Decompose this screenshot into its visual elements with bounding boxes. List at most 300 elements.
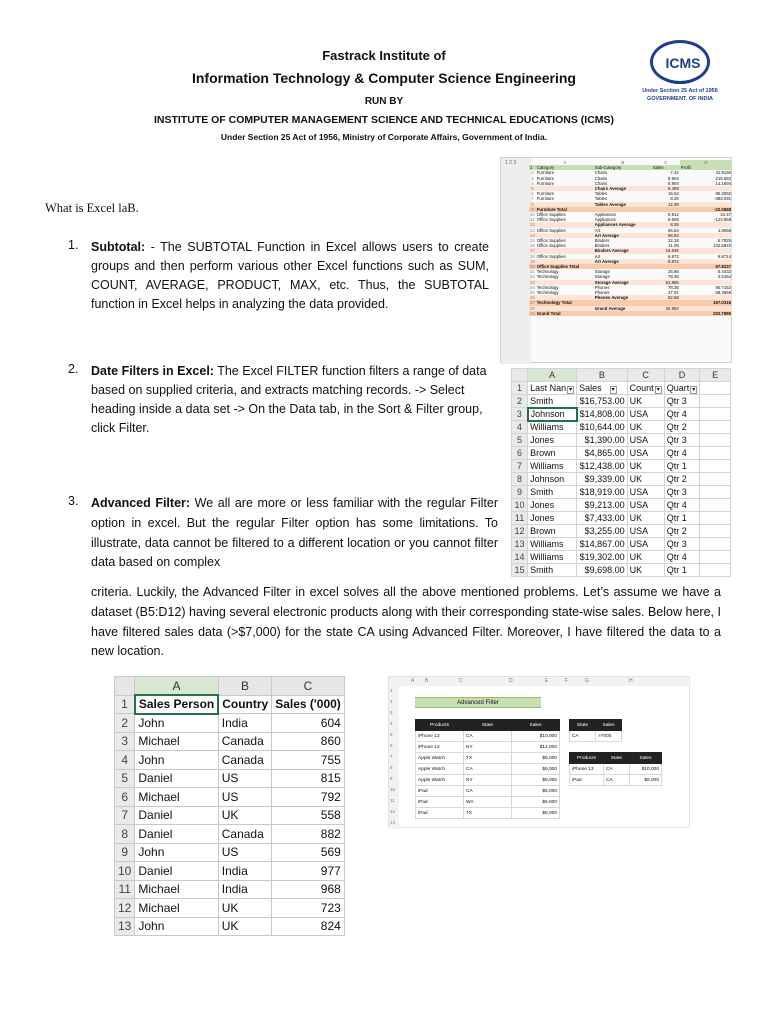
row-number: 18 (530, 253, 535, 259)
table-cell[interactable]: UK (218, 899, 272, 918)
table-cell[interactable]: $10,644.00 (577, 421, 628, 434)
table-cell[interactable]: TX (464, 753, 512, 764)
table-cell: Chairs (594, 170, 608, 176)
filter-header-country[interactable]: Count ▾ (627, 382, 664, 395)
table-cell[interactable]: UK (627, 564, 664, 577)
table-cell[interactable]: USA (627, 499, 664, 512)
table-row (512, 538, 731, 551)
table-cell: -123.858 (714, 217, 731, 223)
row-number: 13 (390, 820, 396, 825)
table-cell: 6.8714 (717, 253, 731, 259)
row-number: 5 (390, 732, 393, 737)
column-letter: D (509, 678, 513, 684)
table-cell[interactable]: NY (464, 742, 512, 753)
item-1-number: 1. (68, 238, 79, 252)
table-cell: 7.42 (670, 170, 679, 176)
table-row (512, 499, 731, 512)
table-cell[interactable]: Daniel (135, 825, 218, 844)
criteria-cell[interactable]: CA (570, 731, 596, 742)
table-cell (652, 311, 680, 316)
icms-logo (640, 40, 720, 114)
table-cell[interactable]: Michael (135, 788, 218, 807)
row-number: 29 (530, 310, 535, 316)
table-cell[interactable]: iPad (416, 786, 464, 797)
row-number: 3 (115, 732, 135, 751)
column-letters-row (512, 369, 731, 382)
table-cell: 51.855 (665, 279, 679, 285)
table-row (115, 880, 345, 899)
department-title: Information Technology & Computer Science Engineering (191, 70, 576, 86)
row-number: 17 (530, 248, 535, 254)
table-cell: Furniture Total (536, 206, 567, 212)
table-cell[interactable]: USA (627, 434, 664, 447)
filter-dropdown-icon[interactable]: ▾ (611, 387, 615, 393)
table-cell[interactable]: Brown (528, 525, 577, 538)
table-cell[interactable]: Jones (528, 499, 577, 512)
table-cell[interactable]: Qtr 2 (664, 473, 700, 486)
table-cell[interactable]: $1,390.00 (577, 434, 628, 447)
table-cell[interactable]: $19,302.00 (577, 551, 628, 564)
table-cell: 8.872 (668, 253, 679, 259)
table-cell[interactable]: Qtr 2 (664, 421, 700, 434)
table-cell[interactable]: UK (627, 460, 664, 473)
table-cell[interactable]: 792 (272, 788, 345, 807)
table-cell[interactable]: $4,865.00 (577, 447, 628, 460)
row-number: 2 (390, 699, 393, 704)
criteria-table (569, 719, 622, 742)
empty-cell[interactable] (700, 499, 731, 512)
table-cell[interactable]: Qtr 4 (664, 499, 700, 512)
table-row (115, 769, 345, 788)
row-number: 8 (512, 473, 528, 486)
result-row (570, 764, 662, 775)
advanced-filter-title: Advanced Filter (415, 697, 541, 708)
table-cell[interactable]: John (135, 843, 218, 862)
table-row (416, 808, 560, 819)
table-cell: 16.635 (665, 248, 679, 254)
table-cell[interactable]: USA (627, 486, 664, 499)
table-cell[interactable]: Canada (218, 732, 272, 751)
table-cell[interactable]: 968 (272, 880, 345, 899)
item-1-title: Subtotal: (91, 240, 146, 254)
header-cell: State (604, 753, 630, 764)
empty-cell[interactable] (700, 486, 731, 499)
table-cell[interactable]: 882 (272, 825, 345, 844)
empty-cell[interactable] (700, 564, 731, 577)
table-cell[interactable]: Jones (528, 434, 577, 447)
table-cell[interactable]: India (218, 714, 272, 733)
table-cell[interactable]: Apple Watch (416, 753, 464, 764)
table-cell[interactable]: Qtr 1 (664, 460, 700, 473)
row-number: 14 (512, 551, 528, 564)
table-cell[interactable]: Williams (528, 538, 577, 551)
table-cell[interactable]: $14,808.00 (577, 408, 628, 421)
table-cell[interactable]: $9,339.00 (577, 473, 628, 486)
result-table (569, 752, 662, 786)
table-cell[interactable]: John (135, 751, 218, 770)
row-number: 6 (390, 743, 393, 748)
column-letter: E (545, 678, 549, 684)
table-cell: 22.18 (668, 238, 679, 244)
item-2-paragraph (91, 362, 498, 438)
table-cell[interactable]: Michael (135, 732, 218, 751)
table-cell[interactable]: Apple Watch (416, 764, 464, 775)
table-row (115, 788, 345, 807)
table-cell[interactable]: iPhone 13 (416, 742, 464, 753)
table-cell[interactable]: 558 (272, 806, 345, 825)
row-number: 9 (390, 776, 393, 781)
row-number: 6 (531, 191, 534, 197)
empty-cell[interactable] (700, 421, 731, 434)
table-cell: Furniture (536, 191, 554, 197)
table-cell[interactable]: Canada (218, 825, 272, 844)
header-cell: Sales (652, 165, 664, 171)
table-cell[interactable]: 860 (272, 732, 345, 751)
table-cell[interactable]: USA (627, 408, 664, 421)
empty-cell[interactable] (700, 408, 731, 421)
column-letters-row (115, 677, 345, 696)
table-cell[interactable]: CA (464, 731, 512, 742)
table-cell[interactable]: $14,867.00 (577, 538, 628, 551)
table-cell: 62.68 (668, 295, 679, 301)
table-cell: Phones (594, 284, 610, 290)
table-cell[interactable]: $12,000 (512, 742, 560, 753)
filter-header-quarter[interactable]: Quart ▾ (664, 382, 700, 395)
filter-dropdown-icon[interactable]: ▾ (656, 387, 660, 393)
table-cell[interactable]: CA (464, 786, 512, 797)
table-cell[interactable]: CA (464, 764, 512, 775)
table-cell[interactable]: Qtr 1 (664, 512, 700, 525)
sales-sheet (114, 676, 341, 942)
table-row (416, 753, 560, 764)
row-number: 10 (512, 499, 528, 512)
table-cell: Appliances (594, 212, 616, 218)
header-cell: Profit (680, 165, 691, 171)
row-number: 27 (530, 300, 535, 306)
table-cell[interactable]: NY (464, 775, 512, 786)
table-cell[interactable]: US (218, 843, 272, 862)
table-cell[interactable]: Williams (528, 421, 577, 434)
subtotal-body (529, 170, 732, 316)
table-cell[interactable]: Michael (135, 899, 218, 918)
table-row (512, 512, 731, 525)
header-cell: Sales (596, 720, 622, 731)
table-cell: Technology (536, 290, 559, 296)
table-row (115, 732, 345, 751)
table-cell[interactable]: 815 (272, 769, 345, 788)
table-cell: Technology (536, 269, 559, 275)
row-number: 5 (512, 434, 528, 447)
table-cell: 90.7152 (715, 284, 731, 290)
row-number: 11 (390, 798, 395, 803)
row-number: 5 (115, 769, 135, 788)
table-cell[interactable]: Jones (528, 512, 577, 525)
row-number: 12 (115, 899, 135, 918)
table-cell[interactable]: CA (604, 775, 630, 786)
result-body (570, 764, 662, 786)
empty-cell[interactable] (700, 525, 731, 538)
table-cell[interactable]: Smith (528, 486, 577, 499)
header-cell: Products (416, 720, 464, 731)
table-cell: Art Average (594, 232, 619, 238)
table-cell[interactable]: US (218, 788, 272, 807)
table-cell[interactable]: TX (464, 808, 512, 819)
table-cell: Storage Average (594, 279, 629, 285)
table-cell: 219.582 (715, 175, 731, 181)
adv-column-header-bar (389, 677, 691, 686)
empty-cell[interactable] (700, 434, 731, 447)
column-letter: D (680, 160, 732, 165)
row-number: 20 (530, 264, 535, 270)
filter-dropdown-icon[interactable]: ▾ (569, 387, 573, 393)
table-cell[interactable]: Qtr 3 (664, 486, 700, 499)
table-cell: Phones Average (594, 295, 629, 301)
table-cell: Binders (594, 243, 610, 249)
column-letter: A (135, 677, 218, 696)
row-number: 4 (390, 721, 393, 726)
table-row (416, 742, 560, 753)
row-number: 12 (530, 222, 535, 228)
empty-cell[interactable] (700, 538, 731, 551)
table-cell: Office Supplies (536, 212, 566, 218)
table-cell[interactable]: Daniel (135, 806, 218, 825)
table-cell[interactable]: USA (627, 447, 664, 460)
table-cell[interactable]: Qtr 4 (664, 551, 700, 564)
table-cell[interactable]: UK (627, 473, 664, 486)
table-cell[interactable]: $9,698.00 (577, 564, 628, 577)
table-cell[interactable]: Qtr 3 (664, 538, 700, 551)
empty-cell[interactable] (700, 473, 731, 486)
table-cell: 2.5164 (717, 274, 731, 280)
row-number: 13 (530, 227, 535, 233)
table-cell[interactable]: Smith (528, 395, 577, 408)
filter-dropdown-icon[interactable]: ▾ (692, 387, 696, 393)
table-cell: Grand Total (536, 310, 561, 316)
table-row (416, 775, 560, 786)
empty-cell[interactable] (700, 551, 731, 564)
table-cell: 41.9136 (715, 170, 731, 176)
table-cell[interactable]: US (218, 769, 272, 788)
table-row (512, 486, 731, 499)
table-row (512, 434, 731, 447)
table-cell[interactable]: Qtr 2 (664, 525, 700, 538)
table-cell[interactable]: Smith (528, 564, 577, 577)
table-cell[interactable]: Johnson (528, 408, 577, 421)
item-2-text: The Excel FILTER function filters a range of data based on supplied criteria, and extracts matching records. -> Select heading inside a data set -> On the Data tab, in the Sort & Filter group, click Filter. (91, 364, 487, 435)
table-cell[interactable]: 755 (272, 751, 345, 770)
table-cell[interactable]: $18,919.00 (577, 486, 628, 499)
row-number: 21 (530, 269, 535, 275)
empty-cell[interactable] (700, 395, 731, 408)
table-cell[interactable]: 824 (272, 917, 345, 936)
table-cell[interactable]: Williams (528, 460, 577, 473)
table-cell: Furniture (536, 175, 554, 181)
table-cell[interactable]: iPad (570, 775, 604, 786)
table-cell[interactable]: India (218, 880, 272, 899)
adv-row-header-bar (389, 686, 399, 829)
table-row (115, 899, 345, 918)
header-cell: Sales ('000) (272, 695, 345, 714)
table-cell[interactable]: UK (218, 806, 272, 825)
row-number: 3 (531, 175, 534, 181)
table-row (115, 806, 345, 825)
filter-header-sales[interactable]: Sales ▾ (577, 382, 628, 395)
table-cell[interactable]: UK (627, 395, 664, 408)
column-letter: E (700, 369, 731, 382)
table-cell: Appliances (594, 217, 616, 223)
table-cell[interactable]: CA (604, 764, 630, 775)
row-number: 3 (390, 710, 393, 715)
table-cell[interactable]: iPad (416, 797, 464, 808)
criteria-cell[interactable]: >7000 (596, 731, 622, 742)
table-cell[interactable]: $8,000 (630, 775, 662, 786)
table-row (115, 843, 345, 862)
table-cell: 78.35 (668, 284, 679, 290)
table-cell: Grand Average (594, 305, 626, 311)
table-cell[interactable]: Brown (528, 447, 577, 460)
outline-level-label: 1 2 3 (505, 160, 517, 166)
logo-text: ICMS (665, 55, 701, 71)
table-cell: 8.904 (668, 175, 679, 181)
table-row (512, 551, 731, 564)
table-cell: -22.0568 (714, 206, 731, 212)
row-number: 15 (512, 564, 528, 577)
row-number: 2 (512, 395, 528, 408)
table-cell[interactable]: Daniel (135, 769, 218, 788)
row-number: 22 (530, 274, 535, 280)
table-cell[interactable]: UK (627, 512, 664, 525)
header-cell-selected[interactable]: Sales Person (135, 695, 218, 714)
row-number: 24 (530, 284, 535, 290)
table-cell[interactable]: $12,438.00 (577, 460, 628, 473)
table-cell[interactable]: 569 (272, 843, 345, 862)
table-cell: 34.47 (720, 212, 731, 218)
empty-cell[interactable] (700, 447, 731, 460)
row-number: 10 (390, 787, 396, 792)
table-cell: 202.7985 (713, 310, 731, 316)
table-cell[interactable]: iPad (416, 808, 464, 819)
row-number: 6 (115, 788, 135, 807)
table-cell: Office Supplies (536, 253, 566, 259)
table-cell[interactable]: $7,433.00 (577, 512, 628, 525)
column-letter: F (565, 678, 569, 684)
table-cell[interactable]: $3,255.00 (577, 525, 628, 538)
table-cell: 9.912 (668, 212, 679, 218)
table-cell: Technology (536, 284, 559, 290)
table-cell[interactable]: Qtr 4 (664, 408, 700, 421)
table-cell[interactable]: $6,000 (512, 764, 560, 775)
table-cell[interactable]: $6,000 (512, 797, 560, 808)
table-cell[interactable]: $5,000 (512, 786, 560, 797)
table-cell[interactable]: $10,000 (630, 764, 662, 775)
table-cell[interactable]: UK (218, 917, 272, 936)
row-number: 10 (115, 862, 135, 881)
table-cell: 5.7825 (717, 238, 731, 244)
table-cell[interactable]: iPhone 13 (416, 731, 464, 742)
table-cell[interactable]: India (218, 862, 272, 881)
table-cell[interactable]: Qtr 3 (664, 434, 700, 447)
table-cell: Office Supplies (536, 217, 566, 223)
table-cell[interactable]: John (135, 714, 218, 733)
table-cell[interactable]: Williams (528, 551, 577, 564)
table-cell: 132.5922 (713, 243, 731, 249)
result-row (570, 775, 662, 786)
table-cell: 8.872 (668, 258, 679, 264)
logo-ring (650, 40, 710, 84)
table-cell[interactable]: UK (627, 551, 664, 564)
table-cell: Furniture (536, 170, 554, 176)
table-cell[interactable]: Qtr 3 (664, 395, 700, 408)
table-cell[interactable]: Daniel (135, 862, 218, 881)
table-cell: 12.39 (668, 201, 679, 207)
filter-header-last-name[interactable]: Last Nan ▾ (528, 382, 577, 395)
filter-sheet (511, 368, 731, 578)
table-cell[interactable]: $16,753.00 (577, 395, 628, 408)
column-letter: H (629, 678, 633, 684)
row-number: 7 (390, 754, 393, 759)
table-cell[interactable]: $10,000 (512, 731, 560, 742)
table-cell: 5.4432 (717, 269, 731, 275)
item-3-title: Advanced Filter: (91, 496, 191, 510)
row-number: 10 (530, 212, 535, 218)
table-cell[interactable]: $8,000 (512, 808, 560, 819)
row-number: 11 (115, 880, 135, 899)
empty-cell[interactable] (700, 460, 731, 473)
row-number: 23 (530, 279, 535, 285)
empty-cell[interactable] (700, 512, 731, 525)
row-number: 6 (512, 447, 528, 460)
table-cell[interactable]: Johnson (528, 473, 577, 486)
table-cell[interactable]: Qtr 4 (664, 447, 700, 460)
table-cell[interactable]: John (135, 917, 218, 936)
table-cell: Chairs (594, 180, 608, 186)
table-cell[interactable]: 977 (272, 862, 345, 881)
section-note: Under Section 25 Act of 1956, Ministry of Corporate Affairs, Government of India. (220, 132, 548, 142)
table-cell[interactable]: Apple Watch (416, 775, 464, 786)
row-number: 12 (512, 525, 528, 538)
header-cell: Sub-Category (594, 165, 622, 171)
row-number: 2 (531, 170, 534, 176)
table-cell: 14.1694 (715, 180, 731, 186)
table-cell: 68.3568 (715, 290, 731, 296)
table-cell[interactable]: UK (627, 421, 664, 434)
table-cell[interactable]: iPhone 13 (570, 764, 604, 775)
header-row: 1 Sales Person Country Sales ('000) (115, 695, 345, 714)
table-cell[interactable]: Canada (218, 751, 272, 770)
table-cell[interactable]: 723 (272, 899, 345, 918)
row-number: 9 (531, 206, 534, 212)
table-cell: Art (594, 227, 601, 233)
table-cell[interactable]: $8,000 (512, 775, 560, 786)
sales-table (114, 676, 345, 936)
table-cell[interactable]: USA (627, 538, 664, 551)
row-number: 8 (115, 825, 135, 844)
table-cell[interactable]: WA (464, 797, 512, 808)
outline-bar (501, 158, 531, 364)
table-cell[interactable]: Michael (135, 880, 218, 899)
table-row (115, 825, 345, 844)
column-letter: B (218, 677, 272, 696)
header-cell: State (464, 720, 512, 731)
table-cell[interactable]: USA (627, 525, 664, 538)
table-cell: 78.35 (668, 274, 679, 280)
table-cell[interactable]: Qtr 1 (664, 564, 700, 577)
table-cell[interactable]: $9,213.00 (577, 499, 628, 512)
item-1-paragraph (91, 238, 489, 314)
row-number: 7 (512, 460, 528, 473)
table-cell[interactable]: 604 (272, 714, 345, 733)
table-cell[interactable]: $5,000 (512, 753, 560, 764)
